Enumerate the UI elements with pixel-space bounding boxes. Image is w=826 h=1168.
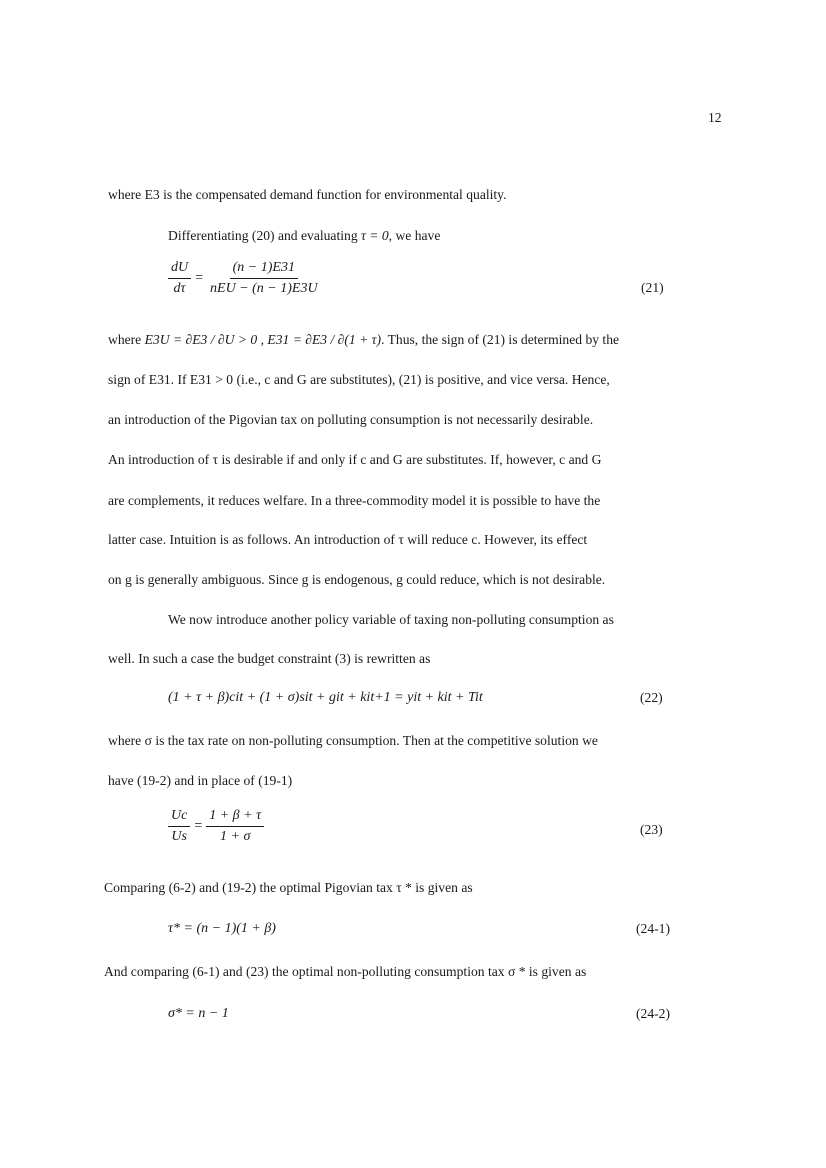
equation-22: (1 + τ + β)cit + (1 + σ)sit + git + kit+1 = yit + kit + Tit (168, 690, 483, 705)
text-line-10: We now introduce another policy variable of taxing non-polluting consumption as (168, 612, 614, 627)
text-line-5: an introduction of the Pigovian tax on polluting consumption is not necessarily desirable. (108, 412, 594, 427)
text-line-2 (168, 227, 440, 245)
text-line-8: latter case. Intuition is as follows. An introduction of τ will reduce c. However, its effect (108, 532, 588, 547)
eq23-rhs (206, 808, 264, 845)
text-line-3-eq: E3U = ∂E3 / ∂U > 0 , E31 = ∂E3 / ∂(1 + τ) (144, 332, 382, 347)
eq21-rhs (207, 260, 321, 297)
page-number: 12 (708, 110, 722, 125)
eq21-lhs-num: dU (168, 260, 191, 279)
text-line-3 (108, 331, 619, 349)
text-line-11: well. In such a case the budget constraint (3) is rewritten as (108, 651, 431, 666)
text-line-14: Comparing (6-2) and (19-2) the optimal Pigovian tax τ * is given as (104, 880, 473, 895)
eq23-lhs (168, 808, 190, 845)
eq21-lhs-den: dτ (173, 281, 186, 296)
eq21-number: (21) (641, 280, 664, 295)
text-line-15: And comparing (6-1) and (23) the optimal non-polluting consumption tax σ * is given as (104, 964, 587, 979)
text-line-12: where σ is the tax rate on non-polluting consumption. Then at the competitive solution we (108, 733, 598, 748)
text-line-13: have (19-2) and in place of (19-1) (108, 773, 293, 788)
text-line-9: on g is generally ambiguous. Since g is endogenous, g could reduce, which is not desirable. (108, 572, 606, 587)
eq21-lhs (168, 260, 191, 297)
equation-21: $\frac{dU}{d\tau}$ = $\frac{(n - 1)E31}{\text{nEU − (n − 1)E3U}}$ (168, 260, 321, 297)
text-line-6: An introduction of τ is desirable if and only if c and G are substitutes. If, however, c and G (108, 452, 602, 467)
eq23-rhs-den: 1 + σ (220, 829, 251, 844)
eq23-number: (23) (640, 822, 663, 837)
equation-24-1: τ* = (n − 1)(1 + β) (168, 921, 276, 936)
eq23-lhs-den: Us (171, 829, 187, 844)
text-line-7: are complements, it reduces welfare. In a three-commodity model it is possible to have the (108, 493, 601, 508)
text-line-2-b: , we have (388, 228, 441, 243)
eq22-number: (22) (640, 690, 663, 705)
text-line-2-eq: τ = 0 (361, 228, 389, 243)
eq23-lhs-num: Uc (168, 808, 190, 827)
equation-24-2: σ* = n − 1 (168, 1006, 229, 1021)
text-line-2-a: Differentiating (20) and evaluating (168, 228, 358, 243)
eq24-2-number: (24-2) (636, 1006, 670, 1021)
text-line-4: sign of E31. If E31 > 0 (i.e., c and G are substitutes), (21) is positive, and vice versa. Hence, (108, 372, 610, 387)
text-line-3-b: . Thus, the sign of (21) is determined by the (381, 332, 620, 347)
eq21-rhs-den: nEU − (n − 1)E3U (210, 281, 318, 296)
text-line-3-a: where (108, 332, 142, 347)
text-line-1: where E3 is the compensated demand function for environmental quality. (108, 187, 507, 202)
eq24-1-number: (24-1) (636, 921, 670, 936)
eq23-rhs-num: 1 + β + τ (206, 808, 264, 827)
eq21-rhs-num: (n − 1)E31 (230, 260, 298, 279)
equation-23: $\frac{Uc}{Us}$ = $\frac{1 + \beta + \tau}{1 + \sigma}$ (168, 808, 264, 845)
